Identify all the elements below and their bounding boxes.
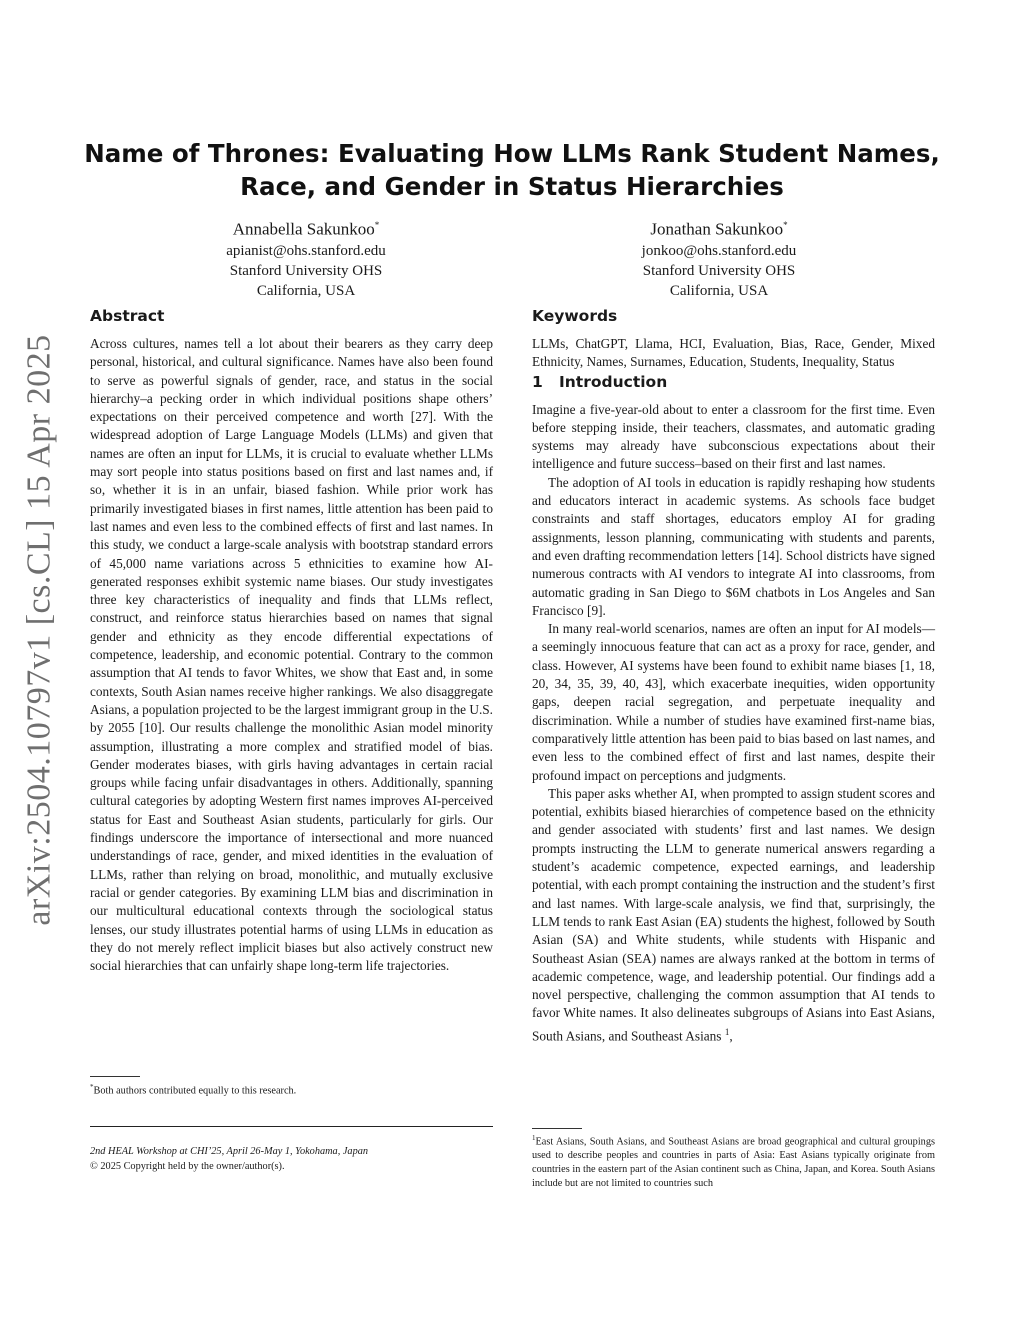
intro-paragraph-2: The adoption of AI tools in education is rapidly reshaping how students and educators interact in academic systems. As schools face budget constraints and staff shortages, educators employ AI for grading assignments, lesson planning, communicating with students and parents, and even drafting recommendation letters [14]. School districts have signed numerous contracts with AI vendors to integrate AI into classrooms, from automatic grading in San Diego to $6M chatbots in Los Angeles and San Francisco [9]. (532, 474, 935, 618)
section-number: 1 (532, 372, 543, 391)
trailing-comma: , (729, 1028, 733, 1044)
author-2-affiliation: Stanford University OHS (642, 262, 796, 279)
abstract-text: Across cultures, names tell a lot about their bearers as they carry deep personal, historical, and cultural significance. Names have also been found to serve as powerful signals of gender, race, and status in the social hierarchy–a pecking order in which individual positions shape others’ expectations on their perceived competence and worth [27]. With the widespread adoption of Large Language Models (LLMs) and given that names are often an input for LLMs, it is crucial to evaluate whether LLMs may sort people into status positions based on first and last names and, if so, whether it is in an unfair, biased fashion. While prior work has primarily investigated biases in first names, little attention has been paid to last names and even less to the combined effects of first and last names. In this study, we conduct a large-scale analysis with bootstrap standard errors of 45,000 name variations across 5 ethnicities to examine how AI-generated responses exhibit systemic name biases. Our study investigates three key characteristics of inequality and finds that LLMs reflect, construct, and reinforce status hierarchies based on names that signal gender and ethnicity as they encode differential expectations of competence, leadership, and economic potential. Contrary to the common assumption that AI tends to favor Whites, we show that East and, in some contexts, South Asian names receive higher rankings. We also disaggregate Asians, a population projected to be the largest immigrant group in the U.S. by 2055 [10]. Our results challenge the monolithic Asian model minority assumption, illustrating a more complex and stratified model of bias. Gender moderates biases, with girls having advantages in certain racial groups while facing unfair disadvantages in others. Additionally, spanning cultural categories by adopting Western first names improves AI-perceived status for East and Southeast Asian students, particularly for girls. Our findings underscore the importance of intersectional and more nuanced understandings of race, gender, and mixed identities in the evaluation of LLMs, rather than relying on broad, monolithic, and mutually exclusive racial or gender categories. By examining LLM bias and discrimination in our multicultural educational contexts through the sociological status lenses, our study illustrates potential harms of using LLMs in education as they do not merely reflect implicit biases but also actively construct new social hierarchies that can unfairly shape long-term life trajectories. (90, 336, 493, 974)
intro-paragraph-3: In many real-world scenarios, names are often an input for AI models—a seemingly innocuous feature that can act as a proxy for race, gender, and class. However, AI systems have been found to exhibit name biases [1, 18, 20, 34, 35, 39, 40, 43], which exacerbate inequities, widen opportunity gaps, deepen racial segregation, and perpetuate inequality and discrimination. While a number of studies have examined first-name bias, comparatively little attention has been paid to bias based on last names, and even less to the combined effect of first and last names, despite their profound impact on perceptions and judgments. (532, 621, 935, 783)
author-1-affiliation: Stanford University OHS (229, 262, 383, 279)
author-1-location: California, USA (256, 282, 356, 299)
author-block-1 (126, 214, 486, 301)
footnote-right-text: East Asians, South Asians, and Southeast Asians are broad geographical and cultural groupings used to describe peoples and countries in parts of Asia: East Asians typically originate from countries in the eastern part of the Asian continent such as China, Japan, and Korea. South Asians include but are not limited to countries such (532, 1136, 935, 1189)
title-line-1: Name of Thrones: Evaluating How LLMs Rank Student Names, (84, 139, 940, 168)
footnote-left-mark: * (90, 1083, 94, 1091)
copyright-line: © 2025 Copyright held by the owner/author(s). (90, 1160, 285, 1172)
author-1-mark: * (374, 220, 380, 230)
intro-paragraph-4: This paper asks whether AI, when prompted to assign student scores and potential, exhibits biased hierarchies of competence based on the ethnicity and gender associated with students’ first and last names. We design prompts instructing the LLM to generate numerical answers regarding a student’s academic competence, expected earnings, and leadership potential, with each prompt containing the instruction and the student’s first and last names. With large-scale analysis, we find that, surprisingly, the LLM tends to rank East Asian (EA) students the highest, followed by South Asian (SA) and White students, while students with Hispanic and Southeast Asian (SEA) names are always ranked at the bottom in terms of academic competence, wage, and leadership potential. Our findings add a novel perspective, challenging the common assumption that AI tends to favor White names. It also delineates subgroups of Asians into East Asians, South Asians, and Southeast Asians (532, 785, 935, 1044)
author-2-name: Jonathan Sakunkoo (650, 219, 784, 239)
intro-paragraph-1: Imagine a five-year-old about to enter a classroom for the first time. Even before stepping inside, their teachers, classmates, and automatic grading systems may already have subconscious expectations about their intelligence and future success–based on their first and last names. (532, 401, 935, 472)
footnote-rule-left (90, 1076, 140, 1077)
author-1-name-line (126, 214, 486, 241)
footnote-left (90, 1081, 493, 1098)
arxiv-identifier: arXiv:2504.10797v1 [cs.CL] 15 Apr 2025 (21, 334, 58, 926)
author-1-name: Annabella Sakunkoo (232, 219, 375, 239)
venue-line: 2nd HEAL Workshop at CHI’25, April 26-May 1, Yokohama, Japan (90, 1146, 369, 1157)
footnote-right-mark: 1 (532, 1134, 536, 1142)
author-2-email: jonkoo@ohs.stanford.edu (641, 242, 797, 259)
author-2-name-line (539, 214, 899, 241)
abstract-heading: Abstract (90, 307, 165, 325)
keywords-text: LLMs, ChatGPT, Llama, HCI, Evaluation, Bias, Race, Gender, Mixed Ethnicity, Names, Surnames, Education, Students, Inequality, Status (532, 336, 935, 370)
footnote-right (532, 1132, 935, 1191)
section-title: Introduction (559, 372, 668, 391)
keywords-heading: Keywords (532, 307, 618, 325)
intro-paragraph-4-wrap (532, 785, 935, 1046)
author-2-location: California, USA (669, 282, 769, 299)
venue-block (90, 1145, 493, 1174)
left-column (90, 306, 493, 975)
footnote-rule-right (532, 1128, 582, 1129)
author-1-email: apianist@ohs.stanford.edu (226, 242, 386, 259)
introduction-heading (532, 372, 935, 392)
arxiv-side-label (10, 320, 70, 940)
right-column (532, 306, 935, 1045)
title-line-2: Race, and Gender in Status Hierarchies (240, 172, 784, 201)
footnote-ref-1: 1 (724, 1026, 730, 1037)
author-2-mark: * (783, 220, 788, 230)
paper-title (80, 137, 944, 203)
footnote-left-text: Both authors contributed equally to this research. (93, 1085, 297, 1097)
author-block-2 (539, 214, 899, 301)
venue-rule (90, 1126, 493, 1127)
